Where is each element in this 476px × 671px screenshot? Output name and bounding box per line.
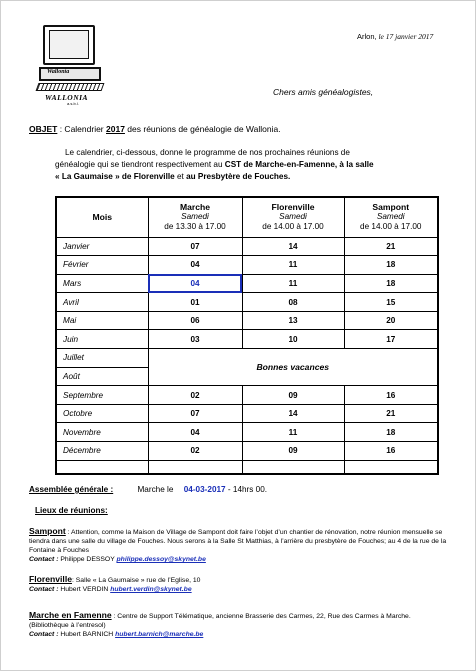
table-row xyxy=(56,274,438,293)
date-cell[interactable]: 11 xyxy=(242,274,344,293)
column-day: Samedi xyxy=(181,212,209,222)
date-cell[interactable]: 13 xyxy=(242,311,344,330)
column-time: de 14.00 à 17.00 xyxy=(262,222,324,232)
column-name: Florenville xyxy=(271,202,315,213)
contact-name: Hubert VERDIN xyxy=(58,586,111,593)
table-row-empty xyxy=(56,460,438,474)
assemblee-label: Assemblée générale : xyxy=(29,485,114,494)
date-cell[interactable]: 09 xyxy=(242,386,344,405)
table-row xyxy=(56,349,438,368)
date-cell[interactable]: 02 xyxy=(148,442,242,461)
date-cell[interactable]: 21 xyxy=(344,237,438,256)
date-cell[interactable]: 02 xyxy=(148,386,242,405)
date-cell[interactable]: 15 xyxy=(344,293,438,312)
date-cell[interactable]: 04 xyxy=(148,423,242,442)
date-cell[interactable]: 06 xyxy=(148,311,242,330)
empty-cell[interactable] xyxy=(148,460,242,474)
date-cell[interactable]: 01 xyxy=(148,293,242,312)
venue-text: : Attention, comme la Maison de Village de Sampont doit faire l’objet d’un chantier de rénovation, notre réunion mensuelle se tiendra dans une salle du village de Fouches. Nous serons à la Salle St Matthias, à l’arrière du presbytère de Fouches; au 4 de la rue de la Fontaine à Fouches xyxy=(29,529,447,554)
venue-name: Florenville xyxy=(29,574,72,584)
date-cell[interactable]: 04 xyxy=(148,256,242,275)
objet-text-before: : Calendrier xyxy=(57,124,107,134)
intro-line-2 xyxy=(55,159,445,171)
empty-cell[interactable] xyxy=(344,460,438,474)
logo-brand: WALLONIA xyxy=(45,93,89,102)
contact-email-link[interactable]: hubert.barnich@marche.be xyxy=(115,631,204,638)
intro-paragraph xyxy=(55,147,445,183)
assemblee-date: 04-03-2017 xyxy=(183,485,226,494)
date-cell[interactable]: 16 xyxy=(344,442,438,461)
table-row xyxy=(56,442,438,461)
month-cell: Novembre xyxy=(56,423,148,442)
column-header-florenville xyxy=(242,197,344,237)
date-cell[interactable]: 14 xyxy=(242,404,344,423)
column-day: Samedi xyxy=(376,212,405,222)
intro-venue-marche: CST de Marche-en-Famenne, à la salle xyxy=(224,160,374,169)
date-cell[interactable]: 14 xyxy=(242,237,344,256)
venue-text: : Centre de Support Télématique, ancienne Brasserie des Carmes, 22, Rue des Carmes à Marche. (Bibliothèque à l’entresol) xyxy=(29,613,411,629)
column-time: de 13.30 à 17.00 xyxy=(164,222,226,232)
contact-name: Philippe DESSOY xyxy=(58,556,117,563)
month-cell: Septembre xyxy=(56,386,148,405)
vacation-cell[interactable]: Bonnes vacances xyxy=(148,349,438,386)
venue-florenville xyxy=(29,575,449,594)
column-name: Marche xyxy=(179,202,211,213)
date-cell[interactable]: 18 xyxy=(344,274,438,293)
letter-date: le 17 janvier 2017 xyxy=(378,32,434,41)
column-header-marche xyxy=(148,197,242,237)
table-row xyxy=(56,293,438,312)
table-row xyxy=(56,330,438,349)
month-cell: Décembre xyxy=(56,442,148,461)
column-day: Samedi xyxy=(279,212,307,222)
month-cell: Juin xyxy=(56,330,148,349)
table-header-row xyxy=(56,197,438,237)
date-cell[interactable]: 21 xyxy=(344,404,438,423)
objet-line xyxy=(29,124,281,134)
date-cell[interactable]: 17 xyxy=(344,330,438,349)
date-cell[interactable]: 03 xyxy=(148,330,242,349)
keyboard-icon xyxy=(36,83,105,91)
date-cell[interactable]: 09 xyxy=(242,442,344,461)
intro-text: généalogie qui se tiendront respectivement au xyxy=(55,160,225,169)
intro-venue-fouches: au Presbytère de Fouches. xyxy=(186,172,291,181)
venue-name: Marche en Famenne xyxy=(29,610,112,620)
date-cell[interactable]: 16 xyxy=(344,386,438,405)
lieux-heading: Lieux de réunions: xyxy=(35,506,108,515)
table-row xyxy=(56,237,438,256)
date-cell[interactable]: 11 xyxy=(242,423,344,442)
contact-email-link[interactable]: philippe.dessoy@skynet.be xyxy=(116,556,206,563)
objet-year: 2017 xyxy=(106,124,125,134)
assemblee-generale-line xyxy=(29,485,267,494)
month-cell: Août xyxy=(56,367,148,386)
column-header-mois: Mois xyxy=(56,197,148,237)
venue-contact xyxy=(29,585,449,594)
month-cell: Juillet xyxy=(56,349,148,368)
objet-text-after: des réunions de généalogie de Wallonia. xyxy=(124,124,281,134)
month-cell: Février xyxy=(56,256,148,275)
computer-monitor-icon xyxy=(43,25,95,65)
city: Arlon, xyxy=(357,32,377,41)
calendar-table xyxy=(55,196,439,475)
logo-brand-small: Wallonia xyxy=(47,69,70,75)
contact-label: Contact : xyxy=(29,631,59,638)
date-cell[interactable]: 11 xyxy=(242,256,344,275)
contact-label: Contact : xyxy=(29,586,59,593)
column-name: Sampont xyxy=(372,202,410,213)
month-cell: Avril xyxy=(56,293,148,312)
assemblee-time: - 14hrs 00. xyxy=(225,485,268,494)
venue-name: Sampont xyxy=(29,526,66,536)
logo-asbl: a.s.b.l. xyxy=(67,101,79,106)
date-cell[interactable]: 10 xyxy=(242,330,344,349)
date-cell[interactable]: 18 xyxy=(344,256,438,275)
intro-venue-florenville: « La Gaumaise » de Florenville xyxy=(55,172,175,181)
intro-line-3 xyxy=(55,171,445,183)
table-row xyxy=(56,386,438,405)
table-row xyxy=(56,423,438,442)
date-line xyxy=(357,32,433,41)
month-cell: Octobre xyxy=(56,404,148,423)
tree-icon xyxy=(49,30,89,59)
contact-name: Hubert BARNICH xyxy=(58,631,116,638)
date-cell[interactable]: 20 xyxy=(344,311,438,330)
objet-label: OBJET xyxy=(29,124,58,134)
contact-label: Contact : xyxy=(29,556,59,563)
venue-text: : Salle « La Gaumaise » rue de l’Eglise, 10 xyxy=(71,577,201,584)
empty-cell[interactable] xyxy=(56,460,148,474)
column-time: de 14.00 à 17.00 xyxy=(360,222,422,232)
empty-cell[interactable] xyxy=(242,460,344,474)
date-cell[interactable]: 07 xyxy=(148,237,242,256)
contact-email-link[interactable]: hubert.verdin@skynet.be xyxy=(110,586,192,593)
wallonia-logo xyxy=(37,23,107,106)
greeting: Chers amis généalogistes, xyxy=(273,87,374,97)
assemblee-place: Marche le xyxy=(137,485,174,494)
month-cell: Mai xyxy=(56,311,148,330)
month-cell: Mars xyxy=(56,274,148,293)
venue-contact xyxy=(29,630,449,639)
table-row xyxy=(56,256,438,275)
date-cell[interactable]: 07 xyxy=(148,404,242,423)
intro-line-1: Le calendrier, ci-dessous, donne le programme de nos prochaines réunions de xyxy=(65,148,350,157)
intro-text: et xyxy=(174,172,187,181)
month-cell: Janvier xyxy=(56,237,148,256)
venue-marche xyxy=(29,611,449,639)
date-cell[interactable]: 18 xyxy=(344,423,438,442)
column-header-sampont xyxy=(344,197,438,237)
venue-contact xyxy=(29,555,449,564)
table-row xyxy=(56,404,438,423)
venue-sampont xyxy=(29,527,449,564)
date-cell-selected[interactable]: 04 xyxy=(148,274,242,293)
table-row xyxy=(56,311,438,330)
date-cell[interactable]: 08 xyxy=(242,293,344,312)
